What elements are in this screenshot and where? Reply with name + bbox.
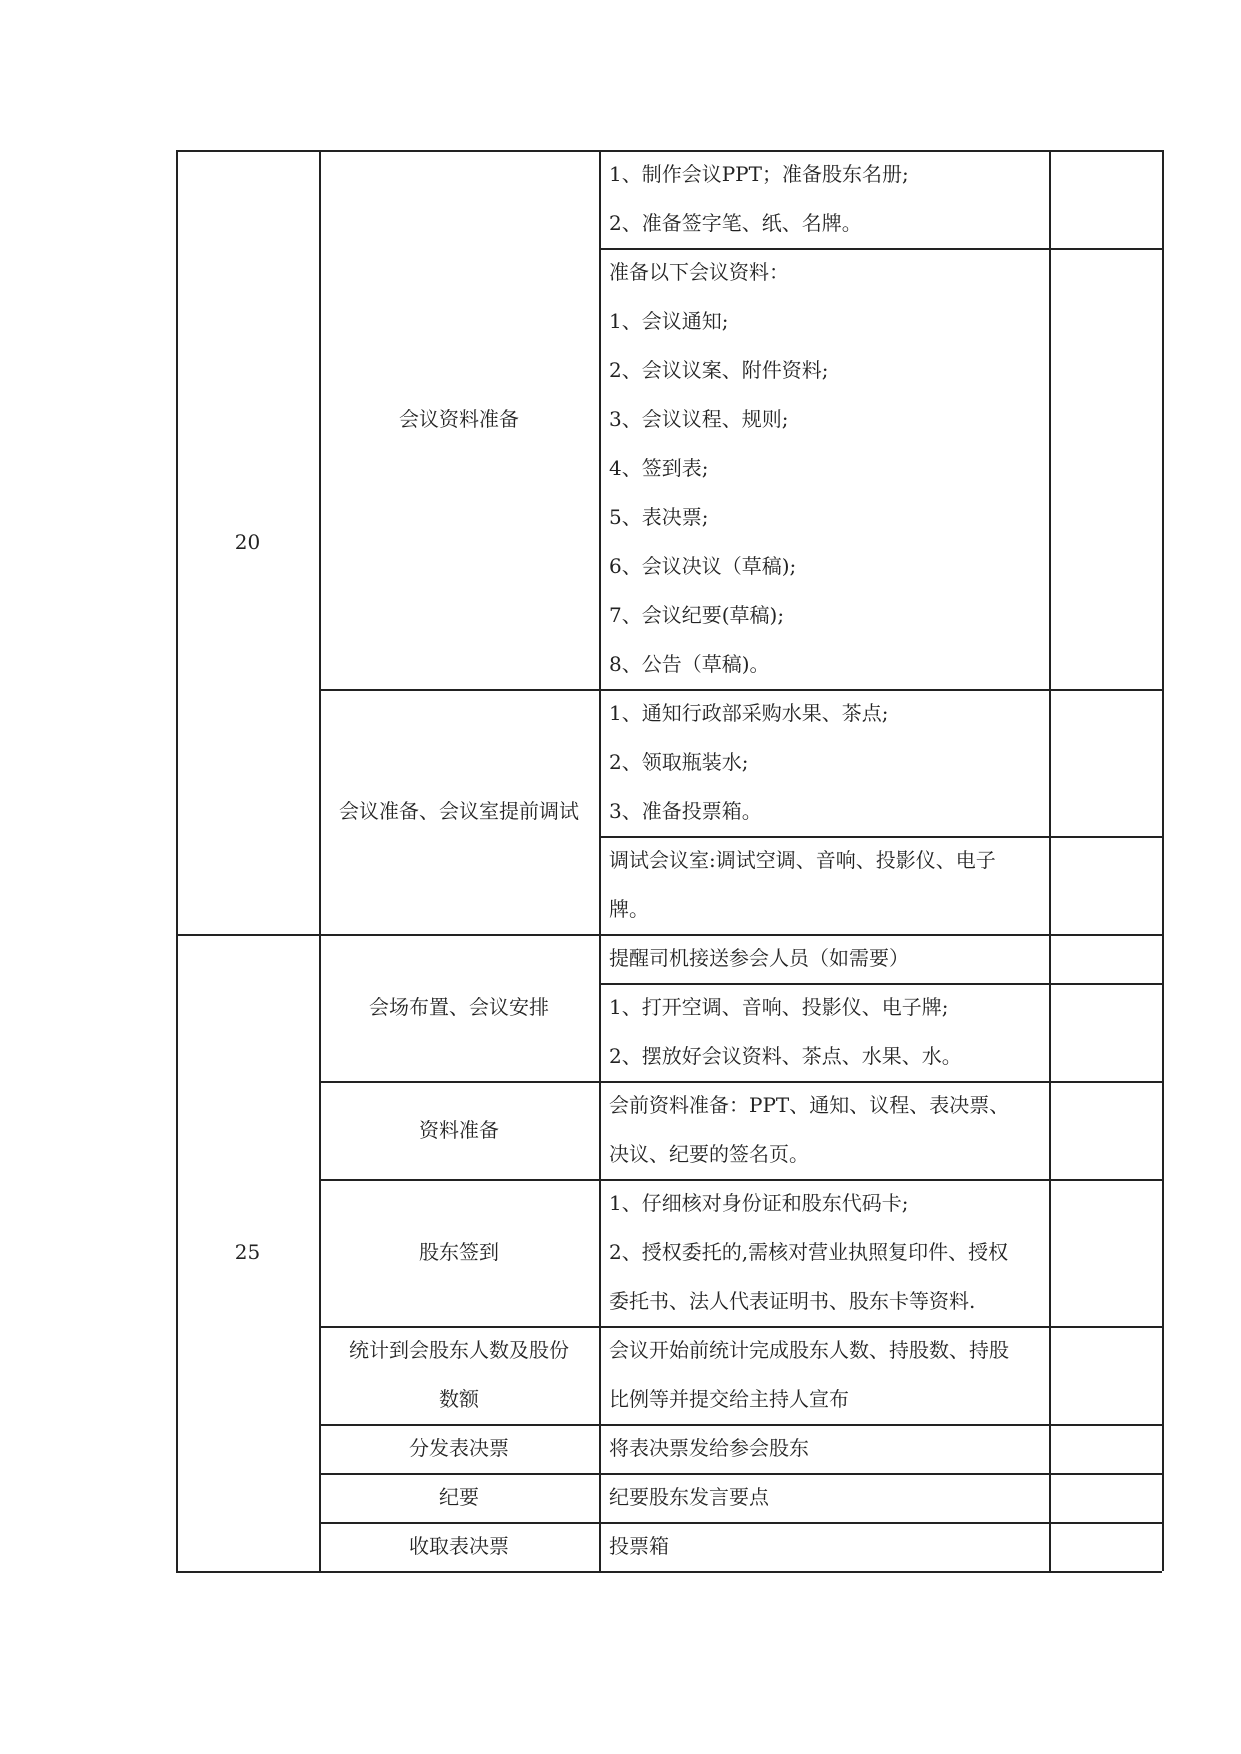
content-line: 会前资料准备：PPT、通知、议程、表决票、: [609, 1093, 1010, 1117]
content-line: 4、签到表;: [609, 456, 709, 480]
content-line: 2、准备签字笔、纸、名牌。: [609, 211, 862, 235]
step-number: 20: [234, 529, 261, 554]
table-border: [319, 1081, 599, 1083]
table-border: [319, 1179, 599, 1181]
task-name: 收取表决票: [409, 1534, 509, 1558]
content-line: 会议开始前统计完成股东人数、持股数、持股: [609, 1338, 1009, 1362]
table-border: [599, 1571, 1162, 1573]
content-line: 委托书、法人代表证明书、股东卡等资料.: [609, 1289, 976, 1313]
content-line: 5、表决票;: [609, 505, 709, 529]
content-line: 2、授权委托的,需核对营业执照复印件、授权: [609, 1240, 1009, 1264]
task-name: 会议准备、会议室提前调试: [339, 799, 579, 823]
content-line: 调试会议室:调试空调、音响、投影仪、电子: [609, 848, 996, 872]
table-border: [319, 150, 321, 1571]
content-line: 将表决票发给参会股东: [609, 1436, 809, 1460]
table-border: [1162, 150, 1164, 1571]
table-border: [599, 1522, 1162, 1524]
task-name: 纪要: [439, 1485, 479, 1509]
content-line: 比例等并提交给主持人宣布: [609, 1387, 849, 1411]
content-line: 1、仔细核对身份证和股东代码卡;: [609, 1191, 909, 1215]
task-name: 股东签到: [419, 1240, 499, 1264]
content-line: 7、会议纪要(草稿);: [609, 603, 785, 627]
task-name: 统计到会股东人数及股份: [349, 1338, 569, 1362]
content-line: 1、会议通知;: [609, 309, 729, 333]
table-border: [176, 1571, 319, 1573]
table-border: [319, 934, 599, 936]
content-line: 6、会议决议（草稿);: [609, 554, 797, 578]
content-line: 1、打开空调、音响、投影仪、电子牌;: [609, 995, 949, 1019]
table-border: [319, 689, 599, 691]
table-border: [176, 934, 319, 936]
table-border: [319, 1571, 599, 1573]
task-name: 数额: [439, 1387, 479, 1411]
content-line: 准备以下会议资料：: [609, 260, 789, 284]
content-line: 3、准备投票箱。: [609, 799, 762, 823]
table-border: [1049, 150, 1051, 1571]
task-name: 资料准备: [419, 1117, 499, 1142]
table-border: [599, 150, 601, 1571]
table-border: [176, 150, 178, 1571]
procedure-table: [176, 150, 1162, 1578]
content-line: 3、会议议程、规则;: [609, 407, 789, 431]
content-line: 提醒司机接送参会人员（如需要）: [609, 946, 909, 970]
content-line: 2、摆放好会议资料、茶点、水果、水。: [609, 1044, 962, 1068]
content-line: 纪要股东发言要点: [609, 1485, 769, 1509]
content-line: 决议、纪要的签名页。: [609, 1142, 809, 1166]
content-line: 2、会议议案、附件资料;: [609, 358, 829, 382]
content-line: 牌。: [609, 897, 649, 921]
content-line: 投票箱: [609, 1534, 669, 1558]
task-name: 会议资料准备: [399, 407, 519, 431]
step-number: 25: [234, 1240, 261, 1264]
content-line: 1、制作会议PPT；准备股东名册;: [609, 162, 909, 186]
content-line: 2、领取瓶装水;: [609, 750, 749, 774]
content-line: 8、公告（草稿)。: [609, 652, 770, 676]
content-line: 1、通知行政部采购水果、茶点;: [609, 701, 889, 725]
task-name: 会场布置、会议安排: [369, 995, 549, 1019]
task-name: 分发表决票: [409, 1436, 509, 1460]
